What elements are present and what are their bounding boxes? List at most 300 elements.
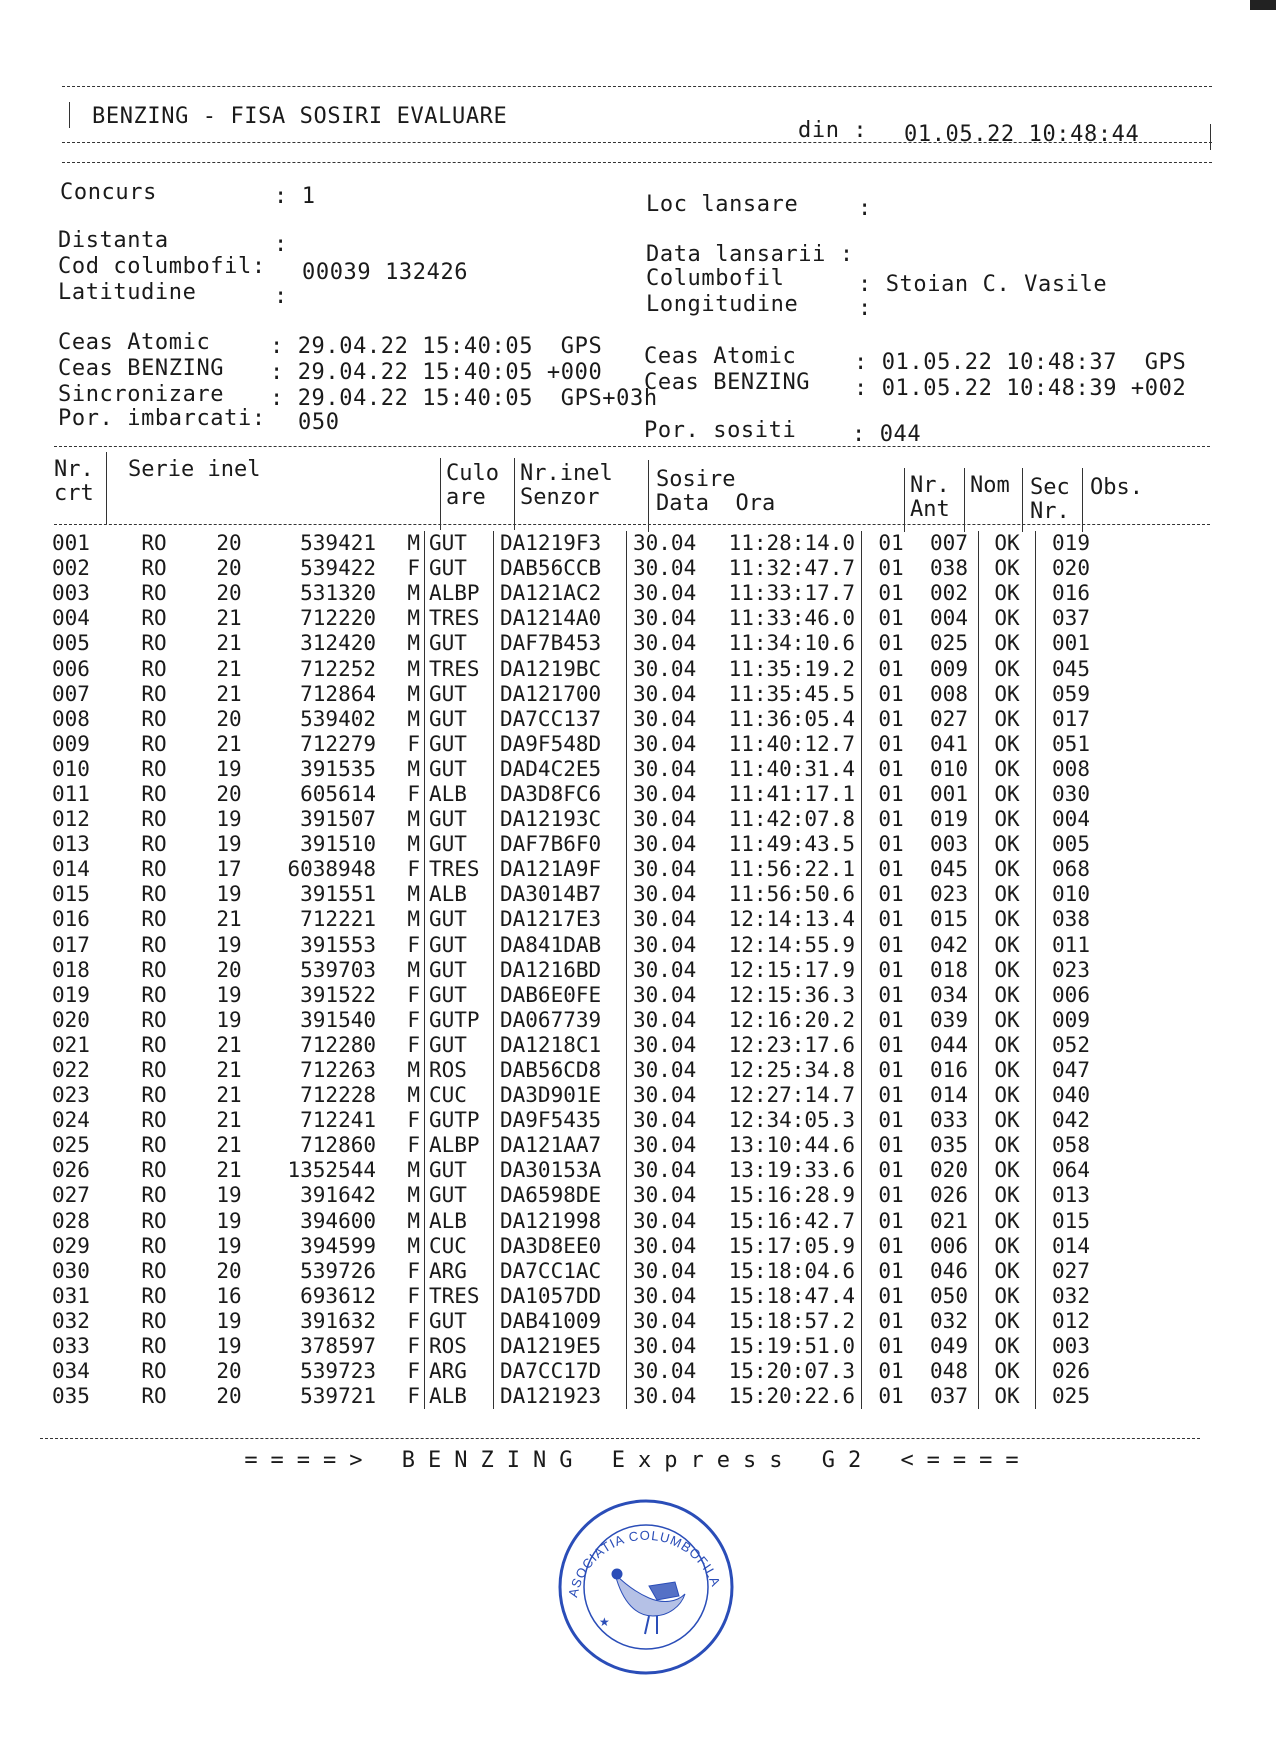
cell-country: RO [141, 556, 167, 581]
cell-ring-number: 712241 [300, 1108, 376, 1133]
cell-obs: 030 [1052, 781, 1090, 806]
cell-row-number: 017 [52, 932, 90, 957]
cell-antenna-number: 01 [878, 807, 904, 832]
cell-ring-number: 539402 [300, 706, 376, 731]
cell-row-number: 016 [52, 907, 90, 932]
cell-country: RO [141, 1283, 167, 1308]
cell-ring-number: 539703 [300, 957, 376, 982]
cell-obs: 016 [1052, 581, 1090, 606]
cell-color: CUC [425, 1234, 494, 1259]
cell-arrival-date: 30.04 [633, 1384, 697, 1409]
header-nr [54, 458, 94, 506]
cell-antenna-number: 01 [878, 1233, 904, 1258]
header-culoare-line1: Culo [446, 461, 499, 486]
cell-sec-nr: OK [979, 1284, 1036, 1309]
cell-obs: 068 [1052, 857, 1090, 882]
cell-nom: 020 [920, 1158, 979, 1183]
cell-color: ROS [425, 1058, 494, 1083]
cell-nom: 027 [920, 707, 979, 732]
cell-sec-nr: OK [979, 1209, 1036, 1234]
cell-country: RO [141, 706, 167, 731]
table-row [52, 1384, 1106, 1409]
ceas-atomic-right-label: Ceas Atomic [644, 344, 797, 369]
cell-ring-number: 712228 [300, 1083, 376, 1108]
cell-country: RO [141, 1384, 167, 1409]
cell-arrival-date: 30.04 [633, 1308, 697, 1333]
table-row [52, 1158, 1106, 1183]
cell-color: TRES [425, 656, 494, 681]
cell-antenna-number: 01 [878, 1283, 904, 1308]
cell-color: GUT [425, 907, 494, 932]
cell-nom: 008 [920, 682, 979, 707]
cell-antenna-number: 01 [878, 1359, 904, 1384]
cell-antenna-number: 01 [878, 781, 904, 806]
cell-country: RO [141, 907, 167, 932]
cell-color: CUC [425, 1083, 494, 1108]
cell-sex: M [376, 882, 425, 907]
table-row [52, 1183, 1106, 1208]
cell-obs: 052 [1052, 1032, 1090, 1057]
cell-arrival-time: 11:35:45.5 [709, 682, 862, 707]
cell-year: 19 [216, 1308, 242, 1333]
cell-sensor-ring: DA067739 [494, 1008, 627, 1033]
cell-nom: 003 [920, 832, 979, 857]
cell-sensor-ring: DA3D8EE0 [494, 1234, 627, 1259]
table-row [52, 983, 1106, 1008]
cell-obs: 009 [1052, 1007, 1090, 1032]
cell-year: 19 [216, 1208, 242, 1233]
cell-arrival-date: 30.04 [633, 857, 697, 882]
cell-row-number: 033 [52, 1334, 90, 1359]
cell-sensor-ring: DA121998 [494, 1209, 627, 1234]
cell-nom: 018 [920, 958, 979, 983]
cell-sensor-ring: DA1219BC [494, 656, 627, 681]
cell-nom: 025 [920, 631, 979, 656]
din-label: din : [798, 118, 868, 143]
cell-obs: 059 [1052, 681, 1090, 706]
cell-obs: 019 [1052, 531, 1090, 556]
cell-sec-nr: OK [979, 556, 1036, 581]
cell-row-number: 022 [52, 1058, 90, 1083]
cell-row-number: 014 [52, 857, 90, 882]
cell-sec-nr: OK [979, 1259, 1036, 1284]
por-sositi-label: Por. sositi [644, 418, 797, 443]
cell-antenna-number: 01 [878, 531, 904, 556]
cell-obs: 023 [1052, 957, 1090, 982]
cell-year: 20 [216, 1359, 242, 1384]
cell-year: 20 [216, 706, 242, 731]
cell-country: RO [141, 1183, 167, 1208]
cell-sensor-ring: DAB56CD8 [494, 1058, 627, 1083]
cell-ring-number: 712280 [300, 1032, 376, 1057]
cell-sensor-ring: DAD4C2E5 [494, 757, 627, 782]
cell-sex: M [376, 1234, 425, 1259]
cell-sensor-ring: DA1214A0 [494, 606, 627, 631]
cell-sex: F [376, 1008, 425, 1033]
cell-arrival-time: 15:20:22.6 [709, 1384, 862, 1409]
cell-sensor-ring: DA841DAB [494, 933, 627, 958]
stamp-text-path: ASOCIATIA COLUMBOFILA [565, 1527, 724, 1599]
cell-antenna-number: 01 [878, 1032, 904, 1057]
cell-year: 20 [216, 531, 242, 556]
cell-sex: F [376, 732, 425, 757]
cell-antenna-number: 01 [878, 1308, 904, 1333]
cell-country: RO [141, 606, 167, 631]
cell-sec-nr: OK [979, 1108, 1036, 1133]
cell-year: 19 [216, 756, 242, 781]
cell-obs: 026 [1052, 1359, 1090, 1384]
cell-sex: F [376, 1284, 425, 1309]
table-row [52, 1108, 1106, 1133]
cell-color: GUT [425, 983, 494, 1008]
cell-nom: 048 [920, 1359, 979, 1384]
page-title: BENZING - FISA SOSIRI EVALUARE [92, 104, 508, 129]
cell-antenna-number: 01 [878, 882, 904, 907]
cell-sex: F [376, 933, 425, 958]
cell-arrival-time: 11:41:17.1 [709, 782, 862, 807]
cell-nom: 046 [920, 1259, 979, 1284]
cell-country: RO [141, 531, 167, 556]
cell-country: RO [141, 982, 167, 1007]
cell-arrival-date: 30.04 [633, 1334, 697, 1359]
cell-color: GUT [425, 832, 494, 857]
cell-arrival-time: 15:19:51.0 [709, 1334, 862, 1359]
cell-color: ALB [425, 882, 494, 907]
cell-color: GUT [425, 1183, 494, 1208]
cell-sex: M [376, 1083, 425, 1108]
cell-color: TRES [425, 606, 494, 631]
cell-arrival-time: 11:36:05.4 [709, 707, 862, 732]
cell-sec-nr: OK [979, 757, 1036, 782]
cell-sec-nr: OK [979, 1183, 1036, 1208]
cell-obs: 017 [1052, 706, 1090, 731]
cell-nom: 041 [920, 732, 979, 757]
cell-sec-nr: OK [979, 958, 1036, 983]
cell-year: 21 [216, 656, 242, 681]
cell-obs: 001 [1052, 631, 1090, 656]
cell-country: RO [141, 1032, 167, 1057]
table-row [52, 1309, 1106, 1334]
cell-row-number: 028 [52, 1208, 90, 1233]
cell-sensor-ring: DA7CC17D [494, 1359, 627, 1384]
por-sositi-value: : 044 [852, 422, 922, 447]
cod-label: Cod columbofil: [58, 254, 266, 279]
cell-country: RO [141, 1083, 167, 1108]
table-row [52, 882, 1106, 907]
header-divider-2 [440, 458, 441, 530]
table-row [52, 581, 1106, 606]
header-divider-7 [1022, 468, 1023, 532]
cell-arrival-time: 12:25:34.8 [709, 1058, 862, 1083]
cell-arrival-date: 30.04 [633, 1007, 697, 1032]
cell-antenna-number: 01 [878, 932, 904, 957]
cell-year: 19 [216, 882, 242, 907]
cell-arrival-date: 30.04 [633, 531, 697, 556]
cell-ring-number: 539723 [300, 1359, 376, 1384]
cell-year: 21 [216, 1058, 242, 1083]
title-rule-top [62, 86, 1212, 87]
cell-nom: 009 [920, 656, 979, 681]
cell-sex: F [376, 782, 425, 807]
cell-obs: 010 [1052, 882, 1090, 907]
header-sec-nr [1030, 476, 1070, 524]
cell-arrival-time: 12:15:36.3 [709, 983, 862, 1008]
cell-arrival-time: 11:35:19.2 [709, 656, 862, 681]
ceas-benzing-left-value: : 29.04.22 15:40:05 +000 [270, 360, 603, 385]
cell-year: 21 [216, 1158, 242, 1183]
table-row [52, 933, 1106, 958]
cell-nom: 014 [920, 1083, 979, 1108]
cell-arrival-date: 30.04 [633, 1032, 697, 1057]
cell-year: 20 [216, 957, 242, 982]
cell-row-number: 009 [52, 731, 90, 756]
cell-year: 20 [216, 581, 242, 606]
columbofil-label: Columbofil [646, 266, 785, 291]
cell-color: GUT [425, 757, 494, 782]
cell-obs: 051 [1052, 731, 1090, 756]
cell-sex: M [376, 581, 425, 606]
cell-color: ARG [425, 1259, 494, 1284]
footer-banner: ====> BENZING Express G2 <==== [244, 1448, 1032, 1473]
cell-arrival-date: 30.04 [633, 957, 697, 982]
cell-sec-nr: OK [979, 707, 1036, 732]
cell-color: ROS [425, 1334, 494, 1359]
cell-color: GUT [425, 1033, 494, 1058]
header-nr-inel [520, 462, 613, 510]
header-nr-line1: Nr. [54, 457, 94, 482]
title-bar-left [69, 102, 70, 128]
cell-obs: 004 [1052, 807, 1090, 832]
cell-ring-number: 391553 [300, 932, 376, 957]
table-row [52, 1209, 1106, 1234]
table-row [52, 857, 1106, 882]
cell-year: 20 [216, 556, 242, 581]
cell-sensor-ring: DA3D8FC6 [494, 782, 627, 807]
cell-arrival-date: 30.04 [633, 1233, 697, 1258]
table-row [52, 807, 1106, 832]
cell-country: RO [141, 857, 167, 882]
cell-sec-nr: OK [979, 1008, 1036, 1033]
cell-antenna-number: 01 [878, 1258, 904, 1283]
cell-row-number: 029 [52, 1233, 90, 1258]
cell-sensor-ring: DA9F5435 [494, 1108, 627, 1133]
cell-row-number: 035 [52, 1384, 90, 1409]
cell-nom: 002 [920, 581, 979, 606]
cell-year: 21 [216, 631, 242, 656]
cell-nom: 035 [920, 1133, 979, 1158]
cell-sec-nr: OK [979, 631, 1036, 656]
cell-sec-nr: OK [979, 1158, 1036, 1183]
cell-year: 19 [216, 1183, 242, 1208]
cell-row-number: 027 [52, 1183, 90, 1208]
table-row [52, 782, 1106, 807]
cell-arrival-date: 30.04 [633, 631, 697, 656]
cell-ring-number: 605614 [300, 781, 376, 806]
cell-color: GUT [425, 707, 494, 732]
cell-sex: F [376, 1133, 425, 1158]
cell-antenna-number: 01 [878, 1007, 904, 1032]
cell-arrival-time: 11:56:50.6 [709, 882, 862, 907]
cell-arrival-time: 12:14:13.4 [709, 907, 862, 932]
cell-sensor-ring: DAF7B6F0 [494, 832, 627, 857]
table-row [52, 556, 1106, 581]
cell-antenna-number: 01 [878, 581, 904, 606]
cell-sex: M [376, 1158, 425, 1183]
table-row [52, 1133, 1106, 1158]
cell-sec-nr: OK [979, 983, 1036, 1008]
cell-sensor-ring: DA3014B7 [494, 882, 627, 907]
cell-sex: M [376, 1058, 425, 1083]
cell-sec-nr: OK [979, 807, 1036, 832]
cell-sec-nr: OK [979, 907, 1036, 932]
cell-nom: 039 [920, 1008, 979, 1033]
cell-ring-number: 391510 [300, 832, 376, 857]
cell-nom: 023 [920, 882, 979, 907]
cell-arrival-date: 30.04 [633, 1133, 697, 1158]
cell-arrival-time: 12:16:20.2 [709, 1008, 862, 1033]
cell-antenna-number: 01 [878, 1058, 904, 1083]
cell-row-number: 005 [52, 631, 90, 656]
cell-color: GUT [425, 732, 494, 757]
cell-arrival-time: 11:34:10.6 [709, 631, 862, 656]
cell-row-number: 021 [52, 1032, 90, 1057]
cell-color: ALBP [425, 1133, 494, 1158]
header-sec-nr-line2: Nr. [1030, 499, 1070, 524]
cell-arrival-time: 12:15:17.9 [709, 958, 862, 983]
cell-sex: M [376, 832, 425, 857]
cell-sex: F [376, 1108, 425, 1133]
table-row [52, 1234, 1106, 1259]
table-rule-bottom [40, 1438, 1200, 1439]
cell-row-number: 002 [52, 556, 90, 581]
sincronizare-value: : 29.04.22 15:40:05 GPS+03h [270, 386, 658, 411]
cell-sensor-ring: DAB56CCB [494, 556, 627, 581]
cell-ring-number: 391507 [300, 807, 376, 832]
cell-sensor-ring: DAF7B453 [494, 631, 627, 656]
ceas-atomic-left-label: Ceas Atomic [58, 330, 211, 355]
cell-ring-number: 6038948 [287, 857, 376, 882]
cell-arrival-date: 30.04 [633, 1283, 697, 1308]
cell-nom: 045 [920, 857, 979, 882]
header-serie: Serie inel [128, 457, 261, 482]
cell-color: GUT [425, 682, 494, 707]
cell-color: GUT [425, 631, 494, 656]
cell-nom: 021 [920, 1209, 979, 1234]
cell-arrival-date: 30.04 [633, 656, 697, 681]
cell-antenna-number: 01 [878, 1208, 904, 1233]
cell-country: RO [141, 832, 167, 857]
din-value: 01.05.22 10:48:44 [904, 122, 1140, 147]
loc-lansare-value: : [858, 196, 872, 221]
cell-obs: 045 [1052, 656, 1090, 681]
cod-value: 00039 132426 [302, 260, 469, 285]
table-row [52, 531, 1106, 556]
cell-ring-number: 712864 [300, 681, 376, 706]
cell-obs: 025 [1052, 1384, 1090, 1409]
longitudine-value: : [858, 296, 872, 321]
cell-antenna-number: 01 [878, 631, 904, 656]
cell-sensor-ring: DA1219E5 [494, 1334, 627, 1359]
cell-arrival-date: 30.04 [633, 882, 697, 907]
cell-antenna-number: 01 [878, 1158, 904, 1183]
sincronizare-label: Sincronizare [58, 382, 225, 407]
cell-arrival-time: 15:17:05.9 [709, 1234, 862, 1259]
cell-row-number: 012 [52, 807, 90, 832]
cell-sec-nr: OK [979, 933, 1036, 958]
cell-ring-number: 539421 [300, 531, 376, 556]
cell-ring-number: 391540 [300, 1007, 376, 1032]
cell-nom: 038 [920, 556, 979, 581]
cell-country: RO [141, 731, 167, 756]
cell-arrival-time: 11:42:07.8 [709, 807, 862, 832]
cell-country: RO [141, 631, 167, 656]
header-sosire-line1: Sosire [656, 467, 736, 492]
cell-sec-nr: OK [979, 832, 1036, 857]
cell-row-number: 018 [52, 957, 90, 982]
cell-sex: F [376, 1309, 425, 1334]
cell-arrival-date: 30.04 [633, 907, 697, 932]
distanta-label: Distanta [58, 228, 169, 253]
title-bar-right [1210, 124, 1211, 150]
cell-obs: 020 [1052, 556, 1090, 581]
header-divider-4 [648, 460, 649, 532]
pigeon-icon [612, 1569, 685, 1634]
table-row [52, 1083, 1106, 1108]
cell-color: TRES [425, 857, 494, 882]
cell-nom: 001 [920, 782, 979, 807]
cell-country: RO [141, 1258, 167, 1283]
cell-antenna-number: 01 [878, 1183, 904, 1208]
cell-sec-nr: OK [979, 732, 1036, 757]
cell-row-number: 003 [52, 581, 90, 606]
cell-obs: 012 [1052, 1308, 1090, 1333]
header-culoare [446, 462, 499, 510]
cell-obs: 015 [1052, 1208, 1090, 1233]
header-nr-ant [910, 474, 950, 522]
cell-year: 21 [216, 681, 242, 706]
table-row [52, 1008, 1106, 1033]
table-row [52, 958, 1106, 983]
cell-color: TRES [425, 1284, 494, 1309]
cell-sec-nr: OK [979, 1133, 1036, 1158]
cell-country: RO [141, 1133, 167, 1158]
por-imbarcati-label: Por. imbarcati: [58, 406, 266, 431]
cell-ring-number: 712860 [300, 1133, 376, 1158]
cell-obs: 058 [1052, 1133, 1090, 1158]
cell-sensor-ring: DA121700 [494, 682, 627, 707]
cell-nom: 050 [920, 1284, 979, 1309]
cell-sex: M [376, 907, 425, 932]
cell-sec-nr: OK [979, 581, 1036, 606]
cell-arrival-date: 30.04 [633, 1158, 697, 1183]
header-divider-5 [904, 468, 905, 532]
cell-sec-nr: OK [979, 1359, 1036, 1384]
cell-row-number: 001 [52, 531, 90, 556]
cell-nom: 037 [920, 1384, 979, 1409]
cell-sensor-ring: DA121AC2 [494, 581, 627, 606]
header-obs: Obs. [1090, 475, 1143, 500]
header-nr-inel-line2: Senzor [520, 485, 600, 510]
cell-sex: F [376, 1384, 425, 1409]
cell-ring-number: 712221 [300, 907, 376, 932]
latitudine-value: : [274, 284, 288, 309]
cell-nom: 049 [920, 1334, 979, 1359]
cell-arrival-time: 15:16:42.7 [709, 1209, 862, 1234]
concurs-label: Concurs [60, 180, 157, 205]
cell-sex: F [376, 983, 425, 1008]
cell-nom: 007 [920, 531, 979, 556]
cell-arrival-date: 30.04 [633, 731, 697, 756]
